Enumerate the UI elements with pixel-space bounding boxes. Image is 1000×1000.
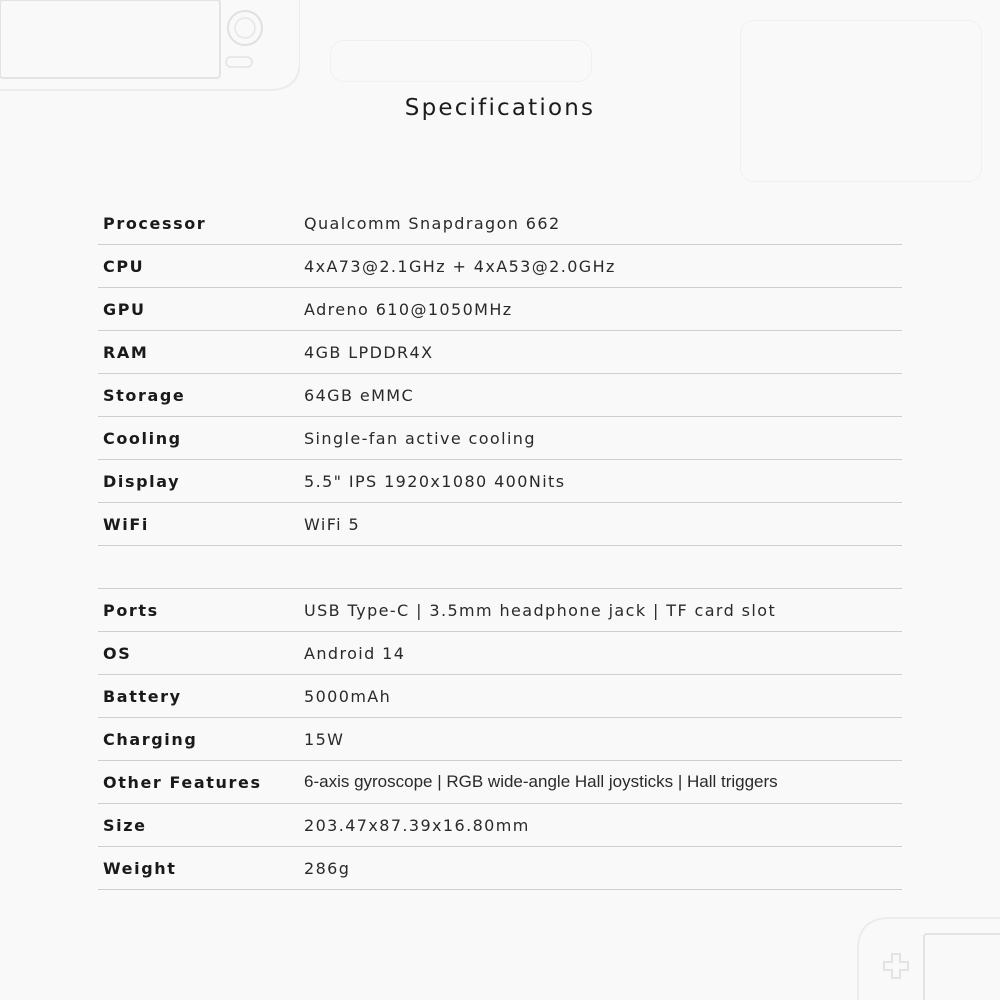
spec-label: Cooling (103, 429, 182, 448)
spec-value: 15W (304, 730, 345, 749)
spec-value: Single-fan active cooling (304, 429, 536, 448)
spec-value: 4GB LPDDR4X (304, 343, 434, 362)
spec-row (98, 202, 902, 245)
spec-value: USB Type-C | 3.5mm headphone jack | TF card slot (304, 601, 777, 620)
spec-row (98, 245, 902, 288)
spec-label: Weight (103, 859, 177, 878)
spec-row (98, 288, 902, 331)
spec-label: Size (103, 816, 147, 835)
spec-label: GPU (103, 300, 146, 319)
spec-label: Charging (103, 730, 198, 749)
spec-row (98, 589, 902, 632)
spec-label: Ports (103, 601, 159, 620)
spec-value: WiFi 5 (304, 515, 361, 534)
spec-row (98, 718, 902, 761)
spec-value: Qualcomm Snapdragon 662 (304, 214, 561, 233)
handheld-console-dpad-outline-icon (850, 910, 1000, 1000)
spec-row (98, 847, 902, 890)
spec-row (98, 331, 902, 374)
spec-value: Android 14 (304, 644, 406, 663)
spec-label: Processor (103, 214, 207, 233)
spec-row (98, 503, 902, 546)
spec-label: Other Features (103, 773, 262, 792)
spec-row (98, 675, 902, 718)
spec-row (98, 374, 902, 417)
spec-value: 64GB eMMC (304, 386, 415, 405)
spec-value: 203.47x87.39x16.80mm (304, 816, 530, 835)
spec-row (98, 417, 902, 460)
specifications-table (98, 202, 902, 890)
spec-label: RAM (103, 343, 149, 362)
spec-label: OS (103, 644, 132, 663)
spec-label: Battery (103, 687, 182, 706)
spec-value: 286g (304, 859, 351, 878)
spec-value: 4xA73@2.1GHz + 4xA53@2.0GHz (304, 257, 616, 276)
spec-row (98, 460, 902, 503)
spec-value: 5.5" IPS 1920x1080 400Nits (304, 472, 566, 491)
spec-label: Storage (103, 386, 186, 405)
spec-row (98, 632, 902, 675)
spec-value: Adreno 610@1050MHz (304, 300, 513, 319)
spec-row (98, 804, 902, 847)
spec-value: 6-axis gyroscope | RGB wide-angle Hall joysticks | Hall triggers (304, 772, 778, 791)
spacer-row (98, 546, 902, 589)
spec-value: 5000mAh (304, 687, 392, 706)
page-title: Specifications (404, 95, 596, 121)
handheld-console-outline-icon (0, 0, 300, 95)
background-device-panel (330, 40, 592, 82)
spec-label: Display (103, 472, 181, 491)
spec-label: CPU (103, 257, 145, 276)
spec-row (98, 761, 902, 804)
spec-label: WiFi (103, 515, 149, 534)
